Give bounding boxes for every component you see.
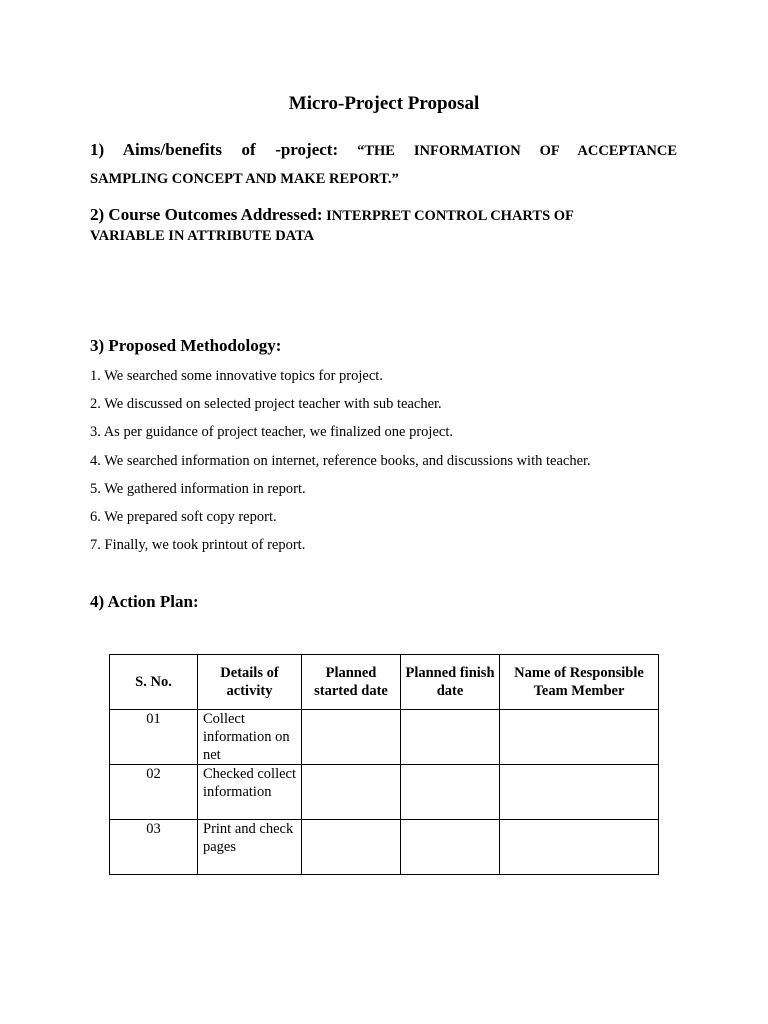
- methodology-step: 7. Finally, we took printout of report.: [90, 537, 306, 554]
- table-row: [110, 765, 659, 820]
- cell-details: Collect information on net: [198, 710, 302, 765]
- cell-planned-finish: [401, 765, 500, 820]
- cell-responsible-member: [500, 710, 659, 765]
- cell-planned-start: [302, 765, 401, 820]
- cell-planned-start: [302, 820, 401, 875]
- aims-section: [90, 139, 677, 162]
- cell-responsible-member: [500, 820, 659, 875]
- cell-planned-start: [302, 710, 401, 765]
- methodology-step: 3. As per guidance of project teacher, we finalized one project.: [90, 424, 453, 441]
- aims-text-line1: “THE INFORMATION OF ACCEPTANCE: [357, 143, 677, 159]
- methodology-list: [90, 366, 591, 563]
- table-header-row: [110, 655, 659, 710]
- cell-sno: 03: [110, 820, 198, 875]
- methodology-step: 5. We gathered information in report.: [90, 480, 306, 497]
- course-outcomes-label: 2) Course Outcomes Addressed:: [90, 205, 323, 224]
- aims-label: 1) Aims/benefits of -project:: [90, 140, 339, 159]
- cell-planned-finish: [401, 710, 500, 765]
- methodology-heading: 3) Proposed Methodology:: [90, 336, 282, 355]
- action-plan-table: [109, 654, 659, 875]
- header-planned-finish: Planned finish date: [401, 655, 500, 710]
- cell-sno: 02: [110, 765, 198, 820]
- action-plan-heading: 4) Action Plan:: [90, 592, 199, 611]
- cell-details: Checked collect information: [198, 765, 302, 820]
- methodology-step: 1. We searched some innovative topics for project.: [90, 368, 383, 384]
- header-planned-start: Planned started date: [302, 655, 401, 710]
- cell-sno: 01: [110, 710, 198, 765]
- header-details: Details of activity: [198, 655, 302, 710]
- methodology-step: 4. We searched information on internet, reference books, and discussions with teacher.: [90, 452, 591, 469]
- methodology-step: 6. We prepared soft copy report.: [90, 508, 277, 525]
- page-title: Micro-Project Proposal: [288, 93, 480, 114]
- header-sno: S. No.: [110, 655, 198, 710]
- course-outcomes-text: INTERPRET CONTROL CHARTS OF VARIABLE IN ATTRIBUTE DATA: [90, 208, 574, 244]
- table-row: [110, 820, 659, 875]
- header-responsible-member: Name of Responsible Team Member: [500, 655, 659, 710]
- cell-planned-finish: [401, 820, 500, 875]
- methodology-step: 2. We discussed on selected project teacher with sub teacher.: [90, 396, 442, 413]
- cell-details: Print and check pages: [198, 820, 302, 875]
- cell-responsible-member: [500, 765, 659, 820]
- table-row: [110, 710, 659, 765]
- course-outcomes-section: [90, 205, 650, 246]
- aims-text-line2: SAMPLING CONCEPT AND MAKE REPORT.”: [90, 171, 399, 187]
